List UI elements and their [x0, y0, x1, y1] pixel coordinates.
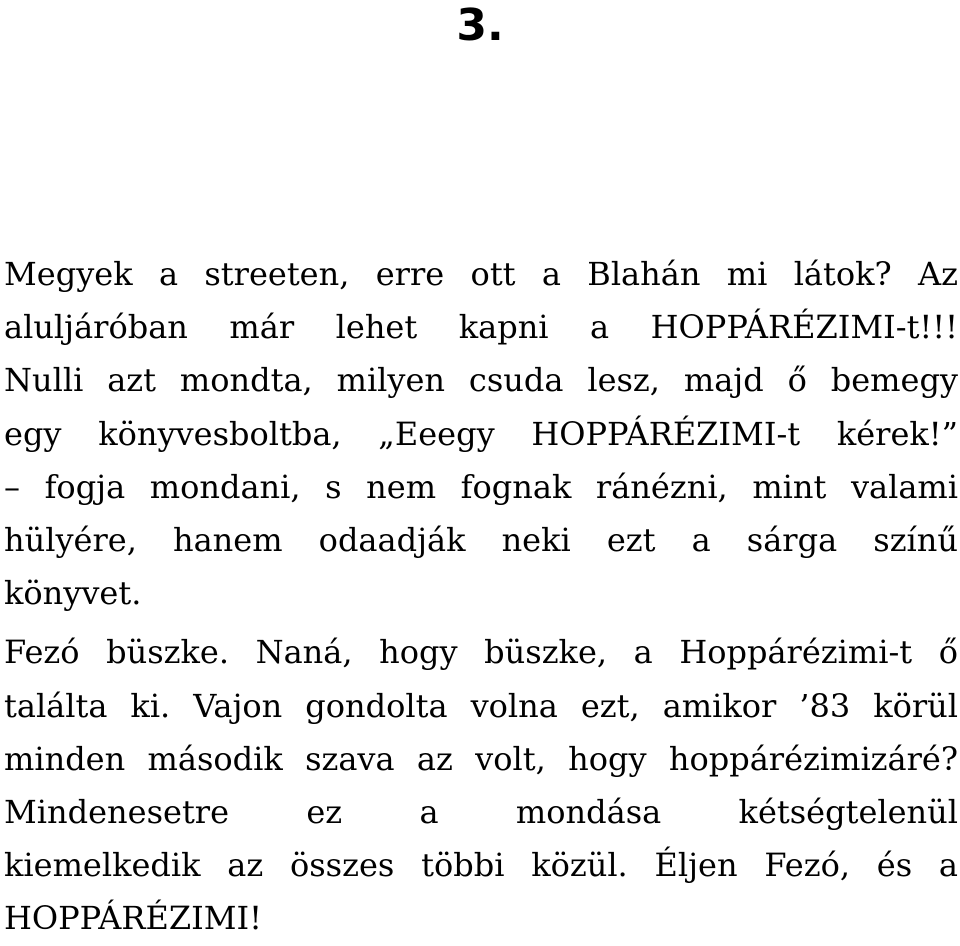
text-line: találta ki. Vajon gondolta volna ezt, amikor ’83 körül: [4, 686, 958, 725]
paragraph-2: [4, 626, 958, 945]
text-line: hülyére, hanem odaadják neki ezt a sárga színű: [4, 520, 958, 559]
text-line: Nulli azt mondta, milyen csuda lesz, majd ő bemegy: [4, 361, 958, 400]
text-line: Fezó büszke. Naná, hogy büszke, a Hoppárézimi-t ő: [4, 633, 958, 672]
paragraph-1: [4, 248, 958, 620]
text-line: könyvet.: [4, 574, 142, 613]
text-line: kiemelkedik az összes többi közül. Éljen Fezó, és a: [4, 846, 958, 885]
page-text: [4, 248, 958, 945]
text-line: Mindenesetre ez a mondása kétségtelenül: [4, 792, 958, 831]
text-line: HOPPÁRÉZIMI!: [4, 899, 262, 938]
text-line: Megyek a streeten, erre ott a Blahán mi látok? Az: [4, 255, 958, 293]
text-line: egy könyvesboltba, „Eeegy HOPPÁRÉZIMI-t kérek!”: [4, 414, 958, 453]
text-line: minden második szava az volt, hogy hoppárézimizáré?: [4, 739, 958, 778]
chapter-number: 3.: [456, 0, 504, 51]
text-line: aluljáróban már lehet kapni a HOPPÁRÉZIMI-t!!!: [4, 308, 958, 347]
text-line: – fogja mondani, s nem fognak ránézni, mint valami: [4, 467, 958, 506]
